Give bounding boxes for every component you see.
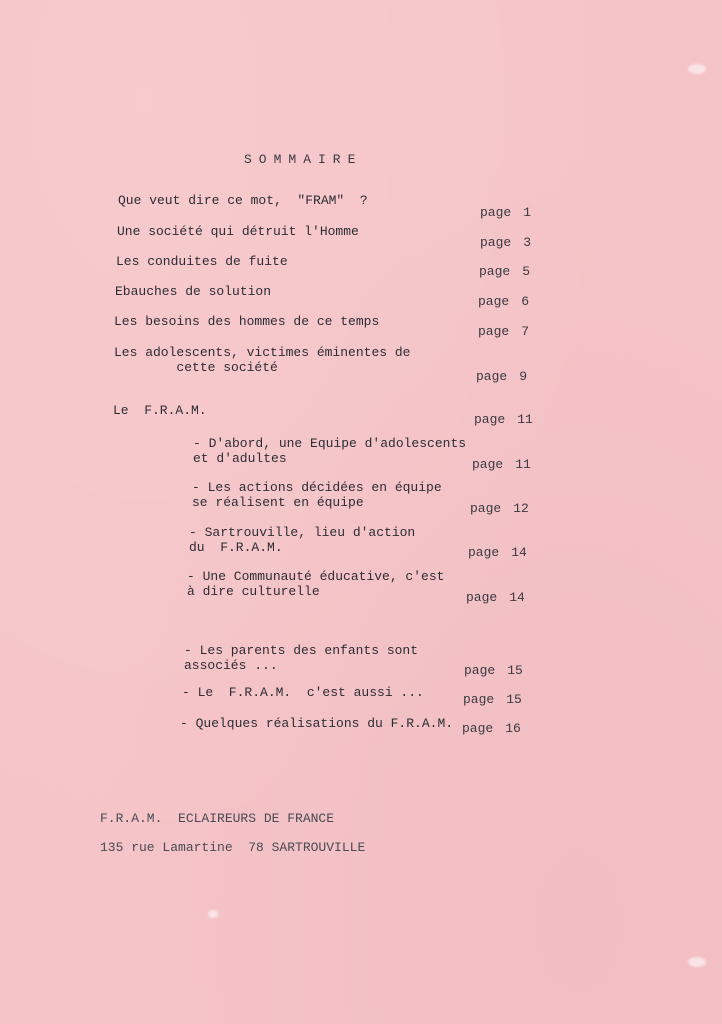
paper-crease-mark — [688, 64, 706, 74]
toc-entry-page — [479, 264, 530, 279]
toc-subentry-text: - D'abord, une Equipe d'adolescents et d'adultes — [193, 436, 467, 466]
paper-crease-mark — [208, 910, 218, 918]
toc-subentry-text: - Une Communauté éducative, c'est à dire culturelle — [187, 569, 445, 599]
toc-entry-text: Les besoins des hommes de ce temps — [114, 314, 380, 329]
page-number: 11 — [515, 457, 531, 472]
page-word: page — [476, 369, 508, 384]
toc-entry-page — [480, 235, 531, 250]
toc-entry-page — [464, 663, 523, 678]
page-number: 15 — [507, 663, 523, 678]
toc-entry-page — [478, 324, 529, 339]
toc-entry-page — [462, 721, 521, 736]
toc-entry-page — [478, 294, 529, 309]
page-word: page — [462, 721, 494, 736]
page-number: 14 — [511, 545, 527, 560]
toc-entry-page — [468, 545, 527, 560]
footer-organization: F.R.A.M. ECLAIREURS DE FRANCE — [100, 811, 335, 826]
page-word: page — [478, 324, 510, 339]
toc-section-heading: Le F.R.A.M. — [113, 403, 207, 418]
footer-address: 135 rue Lamartine 78 SARTROUVILLE — [100, 840, 366, 855]
page-number: 12 — [513, 501, 529, 516]
toc-entry-text: Ebauches de solution — [115, 284, 272, 299]
toc-entry-page — [463, 692, 522, 707]
page-number: 15 — [506, 692, 522, 707]
page-number: 5 — [522, 264, 531, 279]
toc-subentry-text: - Quelques réalisations du F.R.A.M. — [180, 716, 454, 731]
toc-subentry-text: - Les actions décidées en équipe se réalisent en équipe — [192, 480, 442, 510]
toc-entry-page — [470, 501, 529, 516]
page-number: 3 — [523, 235, 532, 250]
toc-entry-page — [476, 369, 527, 384]
toc-entry-text: Les adolescents, victimes éminentes de cette société — [114, 345, 411, 375]
toc-subentry-text: - Le F.R.A.M. c'est aussi ... — [182, 685, 424, 700]
page-word: page — [468, 545, 500, 560]
toc-entry-text: Une société qui détruit l'Homme — [117, 224, 359, 239]
toc-entry-page — [480, 205, 531, 220]
page-word: page — [479, 264, 511, 279]
page-word: page — [464, 663, 496, 678]
page-word: page — [470, 501, 502, 516]
page-number: 6 — [521, 294, 530, 309]
page-word: page — [474, 412, 506, 427]
page-number: 9 — [519, 369, 528, 384]
page-word: page — [472, 457, 504, 472]
page-word: page — [466, 590, 498, 605]
page-number: 7 — [521, 324, 530, 339]
page-number: 1 — [523, 205, 532, 220]
page-word: page — [478, 294, 510, 309]
page-word: page — [463, 692, 495, 707]
page-word: page — [480, 235, 512, 250]
page-number: 16 — [505, 721, 521, 736]
paper-crease-mark — [688, 957, 706, 967]
page-number: 11 — [517, 412, 533, 427]
toc-entry-page — [474, 412, 533, 427]
page-title: SOMMAIRE — [244, 152, 363, 167]
toc-entry-page — [466, 590, 525, 605]
toc-entry-text: Les conduites de fuite — [116, 254, 288, 269]
toc-entry-page — [472, 457, 531, 472]
toc-subentry-text: - Les parents des enfants sont associés ... — [184, 643, 419, 673]
toc-entry-text: Que veut dire ce mot, "FRAM" ? — [118, 193, 368, 208]
page-number: 14 — [509, 590, 525, 605]
page-word: page — [480, 205, 512, 220]
toc-subentry-text: - Sartrouville, lieu d'action du F.R.A.M. — [189, 525, 416, 555]
